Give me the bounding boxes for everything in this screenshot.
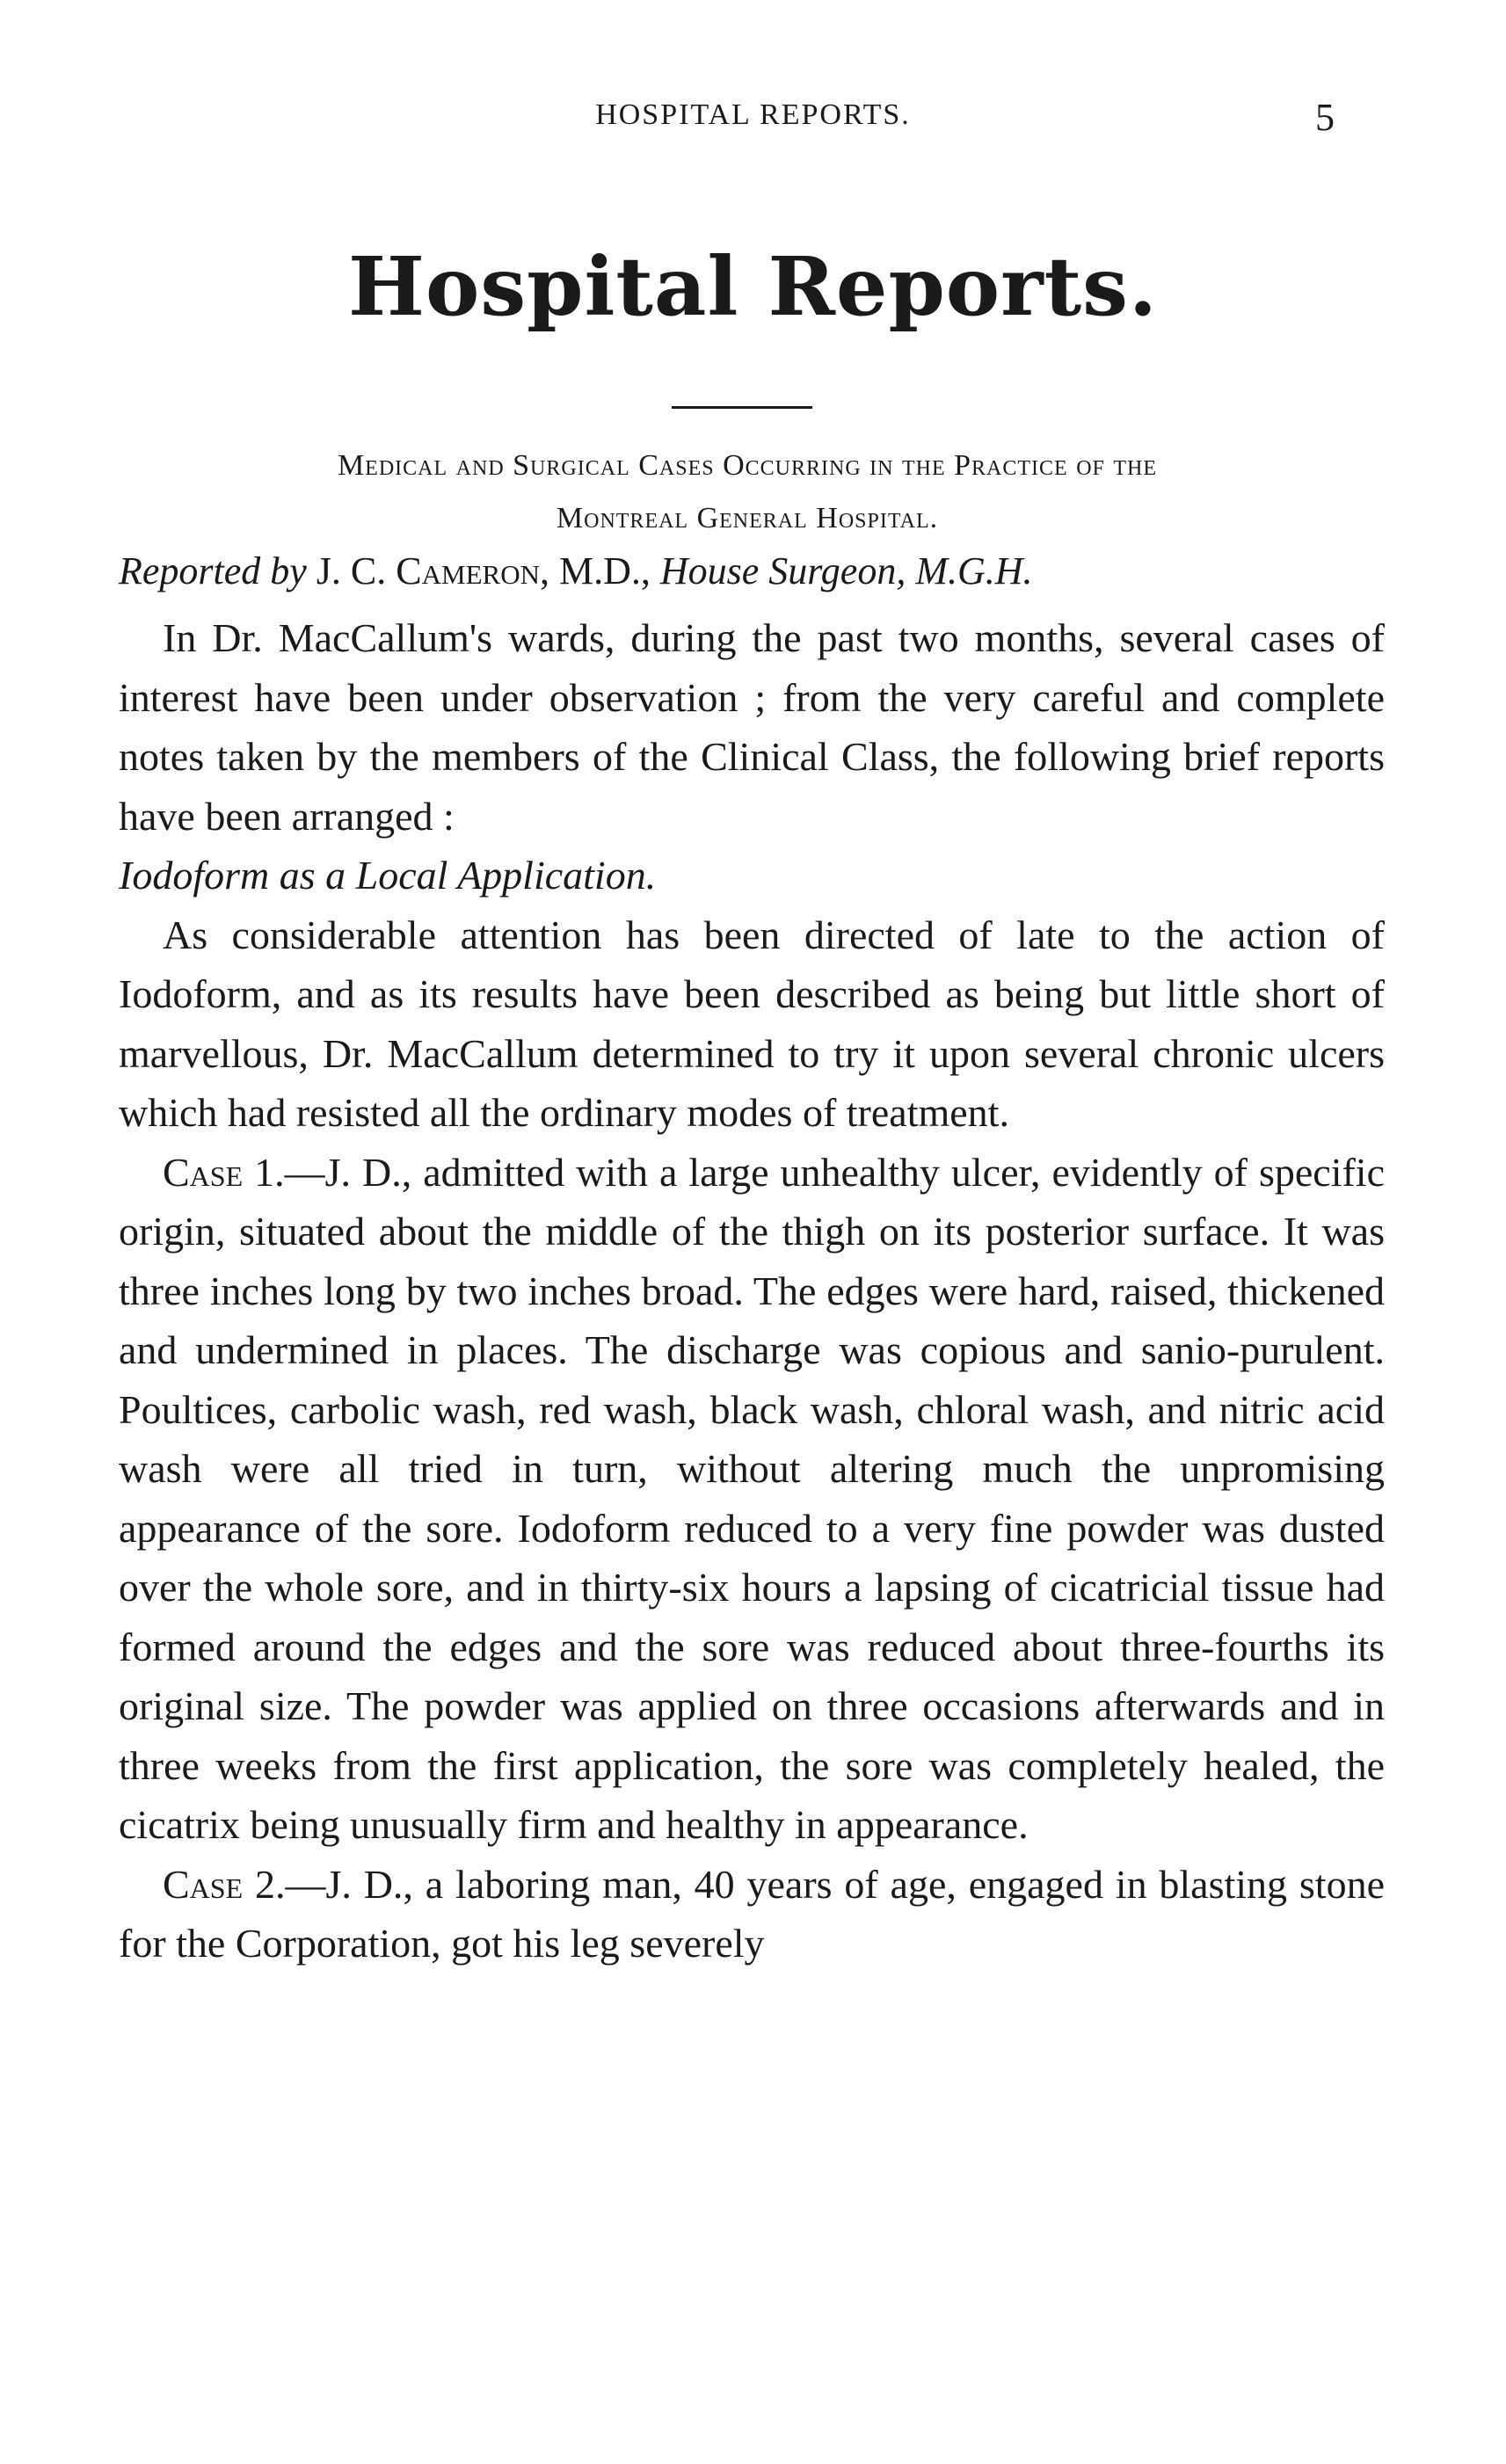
running-head [0, 98, 1506, 151]
case-2-text: —J. D., a laboring man, 40 years of age, engaged in blasting stone for the Corporation, got his leg severely [119, 1861, 1385, 1966]
section-paragraph: As considerable attention has been directed of late to the action of Iodoform, and as its results have been described as being but little short of marvellous, Dr. MacCallum determined to try it upon several chronic ulcers which had resisted all the ordinary modes of treatment. [119, 912, 1385, 1135]
byline-reported-by: Reported by [119, 549, 307, 592]
case-2-paragraph [119, 1855, 1385, 1973]
case-2-label: Case 2. [163, 1861, 286, 1907]
running-title: HOSPITAL REPORTS. [595, 98, 911, 131]
title-divider [672, 406, 812, 409]
case-1-label: Case 1. [163, 1149, 285, 1195]
page-title: Hospital Reports. [348, 239, 1158, 334]
byline-author: J. C. Cameron, M.D., [316, 549, 651, 592]
case-1-text: —J. D., admitted with a large unhealthy ulcer, evidently of specific origin, situated about the middle of the thigh on its posterior surface. It was three inches long by two inches broad. The edges were hard, raised, thickened and undermined in places. The discharge was copious and sanio-purulent. Poultices, carbolic wash, red wash, black wash, chloral wash, and nitric acid wash were all tried in turn, without altering much the unpromising appearance of the sore. Iodoform reduced to a very fine powder was dusted over the whole sore, and in thirty-six hours a lapsing of cicatricial tissue had formed around the edges and the sore was reduced about three-fourths its original size. The powder was applied on three occasions afterwards and in three weeks from the first application, the sore was completely healed, the cicatrix being unusually firm and healthy in appearance. [119, 1149, 1385, 1847]
section-heading: Iodoform as a Local Application. [119, 853, 657, 898]
subhead-line-2: Montreal General Hospital. [556, 502, 939, 534]
article-body [119, 608, 1385, 1973]
page-number: 5 [1315, 96, 1335, 139]
byline [119, 545, 1385, 598]
section-subhead [114, 440, 1380, 545]
case-1-paragraph [119, 1143, 1385, 1855]
byline-role: House Surgeon, M.G.H. [659, 549, 1033, 592]
subhead-line-1: Medical and Surgical Cases Occurring in the Practice of the [337, 449, 1158, 482]
intro-paragraph: In Dr. MacCallum's wards, during the past two months, several cases of interest have been under observation ; from the very careful and complete notes taken by the members of the Clinical Class, the following brief reports have been arranged : [119, 615, 1385, 839]
